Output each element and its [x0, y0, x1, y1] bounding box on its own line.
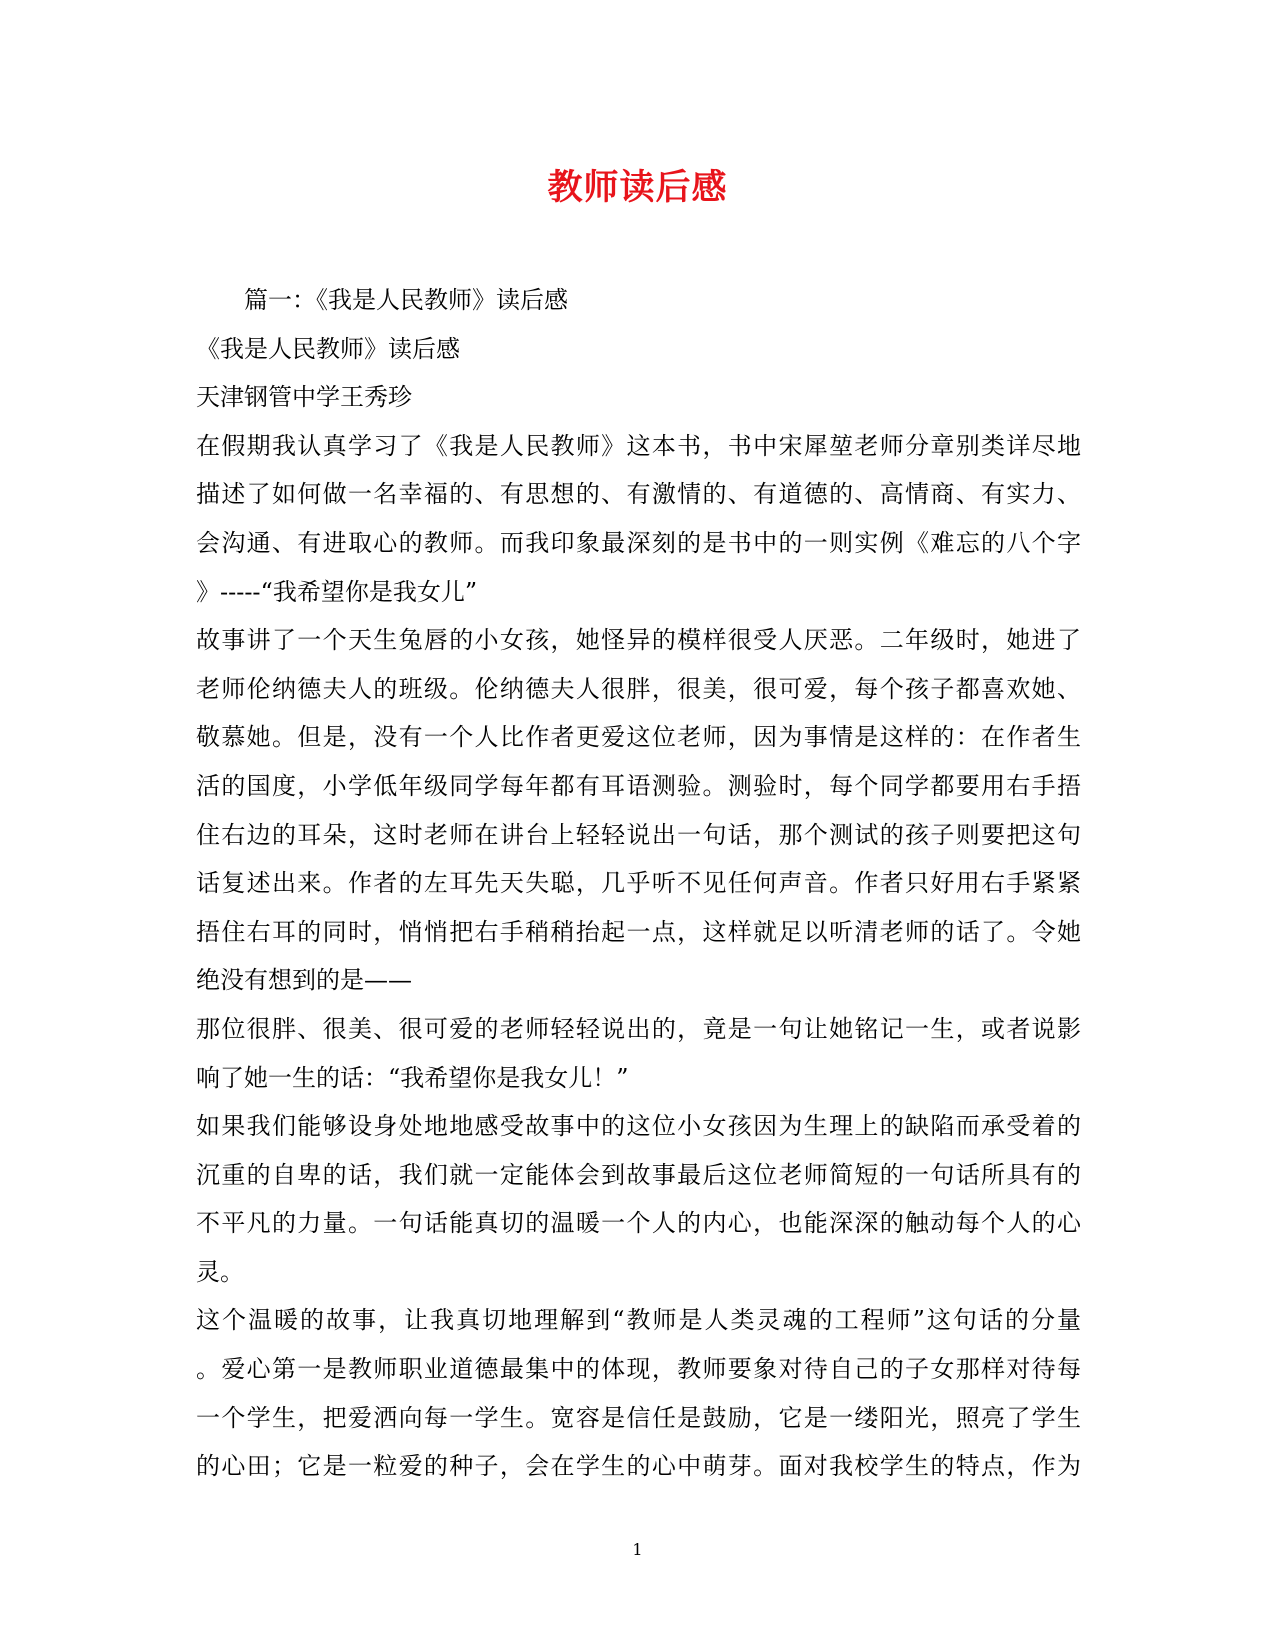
text-line: 》-----“我希望你是我女儿”: [196, 577, 478, 606]
text-line: 一个学生，把爱洒向每一学生。宽容是信任是鼓励，它是一缕阳光，照亮了学生: [196, 1403, 1081, 1432]
text-line: 在假期我认真学习了《我是人民教师》这本书，书中宋犀堃老师分章别类详尽地: [196, 431, 1081, 460]
text-line: 这个温暖的故事，让我真切地理解到“教师是人类灵魂的工程师”这句话的分量: [196, 1306, 1081, 1335]
text-line: 。爱心第一是教师职业道德最集中的体现，教师要象对待自己的子女那样对待每: [196, 1355, 1081, 1384]
document-body: [196, 276, 1081, 1491]
page-number: 1: [632, 1540, 643, 1559]
text-line: 老师伦纳德夫人的班级。伦纳德夫人很胖，很美，很可爱，每个孩子都喜欢她、: [196, 674, 1081, 703]
text-line: 故事讲了一个天生兔唇的小女孩，她怪异的模样很受人厌恶。二年级时，她进了: [196, 626, 1081, 655]
text-line: 不平凡的力量。一句话能真切的温暖一个人的内心，也能深深的触动每个人的心: [196, 1209, 1081, 1238]
text-line: 描述了如何做一名幸福的、有思想的、有激情的、有道德的、高情商、有实力、: [196, 480, 1081, 509]
document-title: 教师读后感: [547, 167, 728, 208]
text-line: 篇一：《我是人民教师》读后感: [244, 286, 568, 314]
text-line: 捂住右耳的同时，悄悄把右手稍稍抬起一点，这样就足以听清老师的话了。令她: [196, 917, 1081, 946]
text-line: 敬慕她。但是，没有一个人比作者更爱这位老师，因为事情是这样的：在作者生: [196, 723, 1081, 752]
text-line: 绝没有想到的是——: [196, 966, 412, 995]
text-line: 的心田；它是一粒爱的种子，会在学生的心中萌芽。面对我校学生的特点，作为: [196, 1452, 1081, 1481]
text-line: 《我是人民教师》读后感: [196, 334, 460, 363]
text-line: 如果我们能够设身处地地感受故事中的这位小女孩因为生理上的缺陷而承受着的: [196, 1112, 1081, 1141]
text-line: 活的国度，小学低年级同学每年都有耳语测验。测验时，每个同学都要用右手捂: [196, 771, 1081, 800]
text-line: 灵。: [196, 1257, 244, 1286]
text-line: 话复述出来。作者的左耳先天失聪，几乎听不见任何声音。作者只好用右手紧紧: [196, 869, 1081, 898]
text-line: 天津钢管中学王秀珍: [196, 383, 412, 412]
text-line: 会沟通、有进取心的教师。而我印象最深刻的是书中的一则实例《难忘的八个字: [196, 528, 1081, 557]
text-line: 响了她一生的话：“我希望你是我女儿！”: [196, 1063, 629, 1092]
text-line: 那位很胖、很美、很可爱的老师轻轻说出的，竟是一句让她铭记一生，或者说影: [196, 1014, 1081, 1043]
text-line: 沉重的自卑的话，我们就一定能体会到故事最后这位老师简短的一句话所具有的: [196, 1160, 1081, 1189]
text-line: 住右边的耳朵，这时老师在讲台上轻轻说出一句话，那个测试的孩子则要把这句: [196, 820, 1081, 849]
